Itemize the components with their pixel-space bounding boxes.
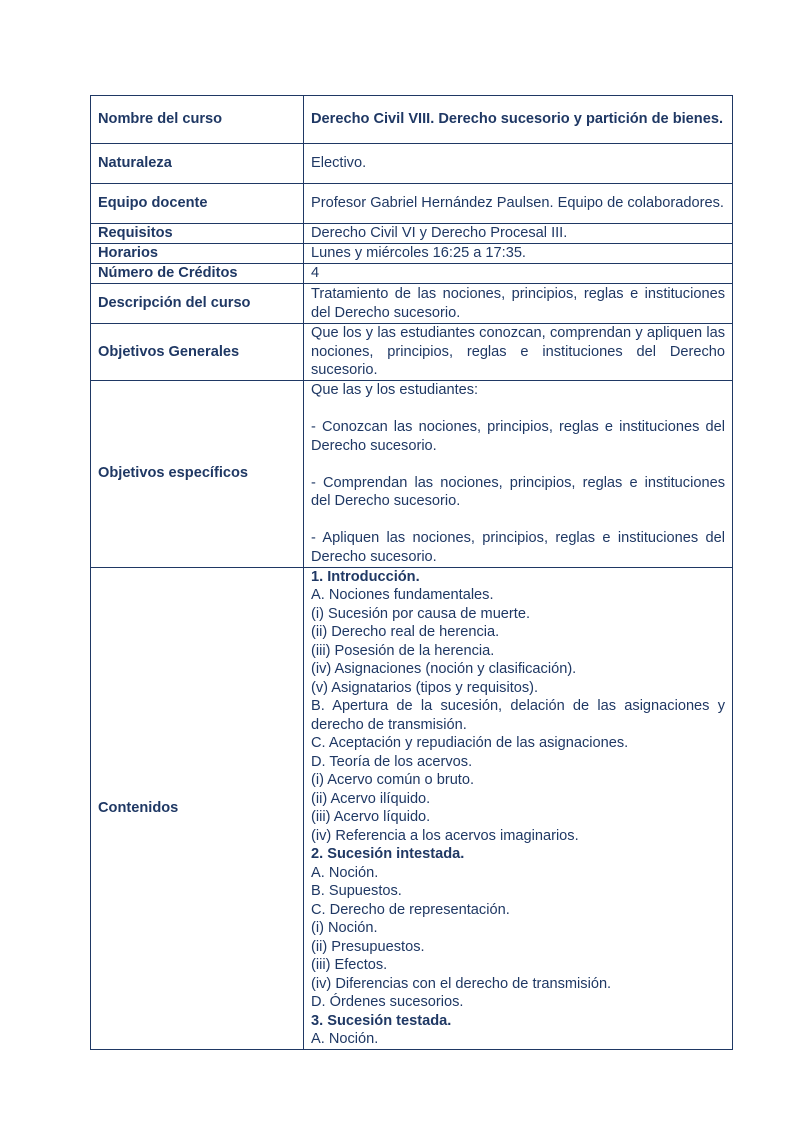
value-nombre: Derecho Civil VIII. Derecho sucesorio y partición de bienes.: [304, 96, 733, 144]
value-equipo: Profesor Gabriel Hernández Paulsen. Equipo de colaboradores.: [304, 184, 733, 224]
content-item: C. Aceptación y repudiación de las asignaciones.: [311, 735, 629, 751]
obj-especificos-item: - Comprendan las nociones, principios, reglas e instituciones del Derecho sucesorio.: [311, 474, 725, 509]
label-nombre: Nombre del curso: [91, 96, 304, 144]
value-obj-generales: Que los y las estudiantes conozcan, comprendan y apliquen las nociones, principios, reglas e instituciones del Derecho sucesorio.: [304, 324, 733, 381]
content-item: (iii) Efectos.: [311, 957, 388, 973]
label-requisitos: Requisitos: [91, 224, 304, 244]
row-contenidos: [91, 567, 733, 1049]
content-item: (i) Acervo común o bruto.: [311, 772, 475, 788]
label-naturaleza: Naturaleza: [91, 144, 304, 184]
obj-especificos-intro: Que las y los estudiantes:: [311, 382, 479, 398]
content-item: (ii) Derecho real de herencia.: [311, 624, 500, 640]
content-item: (iii) Posesión de la herencia.: [311, 642, 495, 659]
content-item: A. Noción.: [311, 1031, 379, 1047]
value-descripcion: Tratamiento de las nociones, principios, reglas e instituciones del Derecho sucesorio.: [304, 284, 733, 324]
content-item: (i) Sucesión por causa de muerte.: [311, 605, 531, 622]
content-item: (ii) Presupuestos.: [311, 938, 425, 955]
content-item: D. Órdenes sucesorios.: [311, 994, 464, 1010]
content-item: (iv) Referencia a los acervos imaginarios.: [311, 827, 579, 844]
obj-especificos-item: - Apliquen las nociones, principios, reglas e instituciones del Derecho sucesorio.: [311, 530, 725, 565]
value-obj-especificos: [304, 380, 733, 567]
row-creditos: [91, 264, 733, 284]
section-title: 2. Sucesión intestada.: [311, 846, 465, 862]
content-item: B. Supuestos.: [311, 883, 402, 899]
course-table: [90, 95, 733, 1050]
label-equipo: Equipo docente: [91, 184, 304, 224]
label-obj-generales: Objetivos Generales: [91, 324, 304, 381]
value-requisitos: Derecho Civil VI y Derecho Procesal III.: [304, 224, 733, 244]
row-requisitos: [91, 224, 733, 244]
content-item: (v) Asignatarios (tipos y requisitos).: [311, 679, 539, 696]
content-item: A. Nociones fundamentales.: [311, 587, 494, 603]
content-item: C. Derecho de representación.: [311, 901, 510, 918]
content-item: B. Apertura de la sucesión, delación de las asignaciones y derecho de transmisión.: [311, 698, 725, 733]
content-item: D. Teoría de los acervos.: [311, 753, 473, 770]
row-naturaleza: [91, 144, 733, 184]
row-horarios: [91, 244, 733, 264]
content-item: (iii) Acervo líquido.: [311, 809, 431, 825]
content-item: A. Noción.: [311, 864, 379, 881]
value-contenidos: [304, 567, 733, 1049]
label-horarios: Horarios: [91, 244, 304, 264]
content-item: (i) Noción.: [311, 920, 378, 936]
value-creditos: 4: [304, 264, 733, 284]
label-contenidos: Contenidos: [91, 567, 304, 1049]
label-obj-especificos: Objetivos específicos: [91, 380, 304, 567]
obj-especificos-item: - Conozcan las nociones, principios, reglas e instituciones del Derecho sucesorio.: [311, 419, 725, 454]
content-item: (ii) Acervo ilíquido.: [311, 790, 431, 807]
section-title: 3. Sucesión testada.: [311, 1012, 452, 1029]
row-descripcion: [91, 284, 733, 324]
value-naturaleza: Electivo.: [304, 144, 733, 184]
content-item: (iv) Diferencias con el derecho de transmisión.: [311, 975, 612, 992]
row-obj-generales: [91, 324, 733, 381]
row-equipo: [91, 184, 733, 224]
content-item: (iv) Asignaciones (noción y clasificación).: [311, 661, 577, 677]
row-obj-especificos: [91, 380, 733, 567]
label-creditos: Número de Créditos: [91, 264, 304, 284]
label-descripcion: Descripción del curso: [91, 284, 304, 324]
section-title: 1. Introducción.: [311, 568, 420, 585]
value-horarios: Lunes y miércoles 16:25 a 17:35.: [304, 244, 733, 264]
row-nombre: [91, 96, 733, 144]
